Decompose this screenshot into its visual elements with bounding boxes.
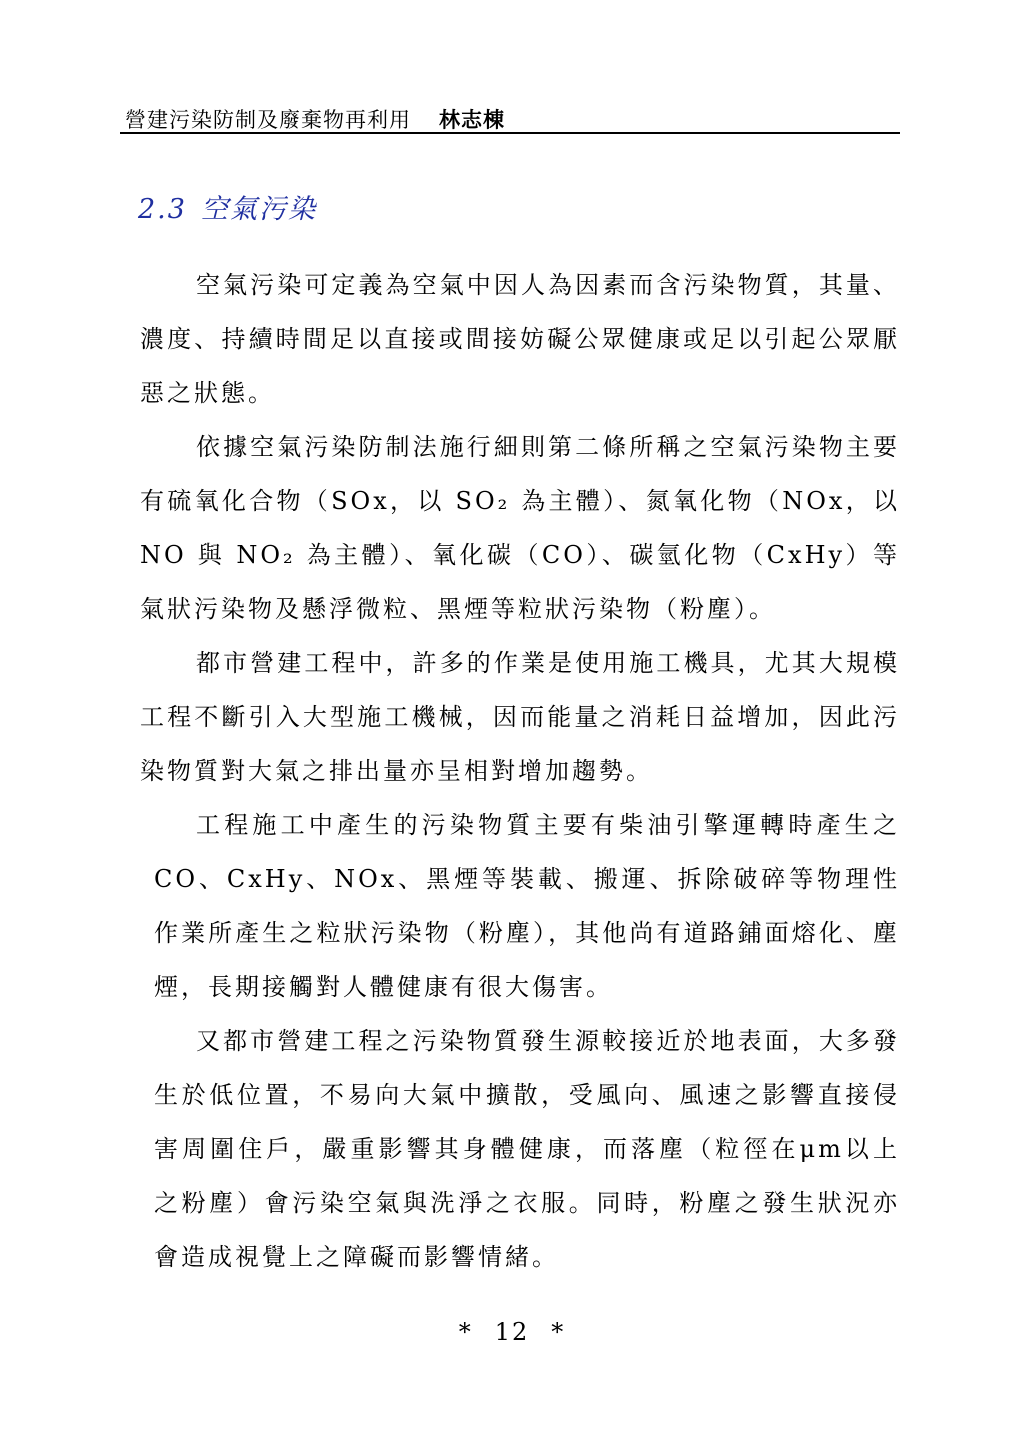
paragraph-3: 都市營建工程中，許多的作業是使用施工機具，尤其大規模工程不斷引入大型施工機械，因而能量之消耗日益增加，因此污染物質對大氣之排出量亦呈相對增加趨勢。	[140, 649, 900, 785]
page-footer	[0, 1318, 1024, 1346]
paragraph-4: 工程施工中產生的污染物質主要有柴油引擎運轉時產生之 CO、CxHy、NOx、黑煙等裝載、搬運、拆除破碎等物理性作業所產生之粒狀污染物（粉塵），其他尚有道路鋪面熔化、塵煙，長期接觸對人體健康有很大傷害。	[154, 811, 900, 1001]
section-title: 空氣污染	[200, 194, 317, 225]
body-text	[140, 258, 900, 1284]
section-heading	[138, 187, 317, 226]
running-header	[125, 104, 505, 134]
author-name: 林志棟	[439, 107, 505, 132]
footer-star-left: *	[458, 1318, 473, 1346]
book-title: 營建污染防制及廢棄物再利用	[125, 108, 411, 132]
header-rule	[120, 132, 900, 134]
paragraph-5: 又都市營建工程之污染物質發生源較接近於地表面，大多發生於低位置，不易向大氣中擴散，受風向、風速之影響直接侵害周圍住戶，嚴重影響其身體健康，而落塵（粒徑在μm以上之粉塵）會污染空氣與洗淨之衣服。同時，粉塵之發生狀況亦會造成視覺上之障礙而影響情緒。	[154, 1027, 900, 1271]
page-number: 12	[494, 1318, 530, 1346]
footer-star-right: *	[551, 1318, 566, 1346]
paragraph-1: 空氣污染可定義為空氣中因人為因素而含污染物質，其量、濃度、持續時間足以直接或間接妨礙公眾健康或足以引起公眾厭惡之狀態。	[140, 271, 900, 407]
paragraph-2: 依據空氣污染防制法施行細則第二條所稱之空氣污染物主要有硫氧化合物（SOx，以 SO₂ 為主體）、氮氧化物（NOx，以 NO 與 NO₂ 為主體）、氧化碳（CO）、碳氫化物（CxHy）等氣狀污染物及懸浮微粒、黑煙等粒狀污染物（粉塵）。	[140, 433, 900, 623]
section-number: 2.3	[138, 194, 187, 225]
